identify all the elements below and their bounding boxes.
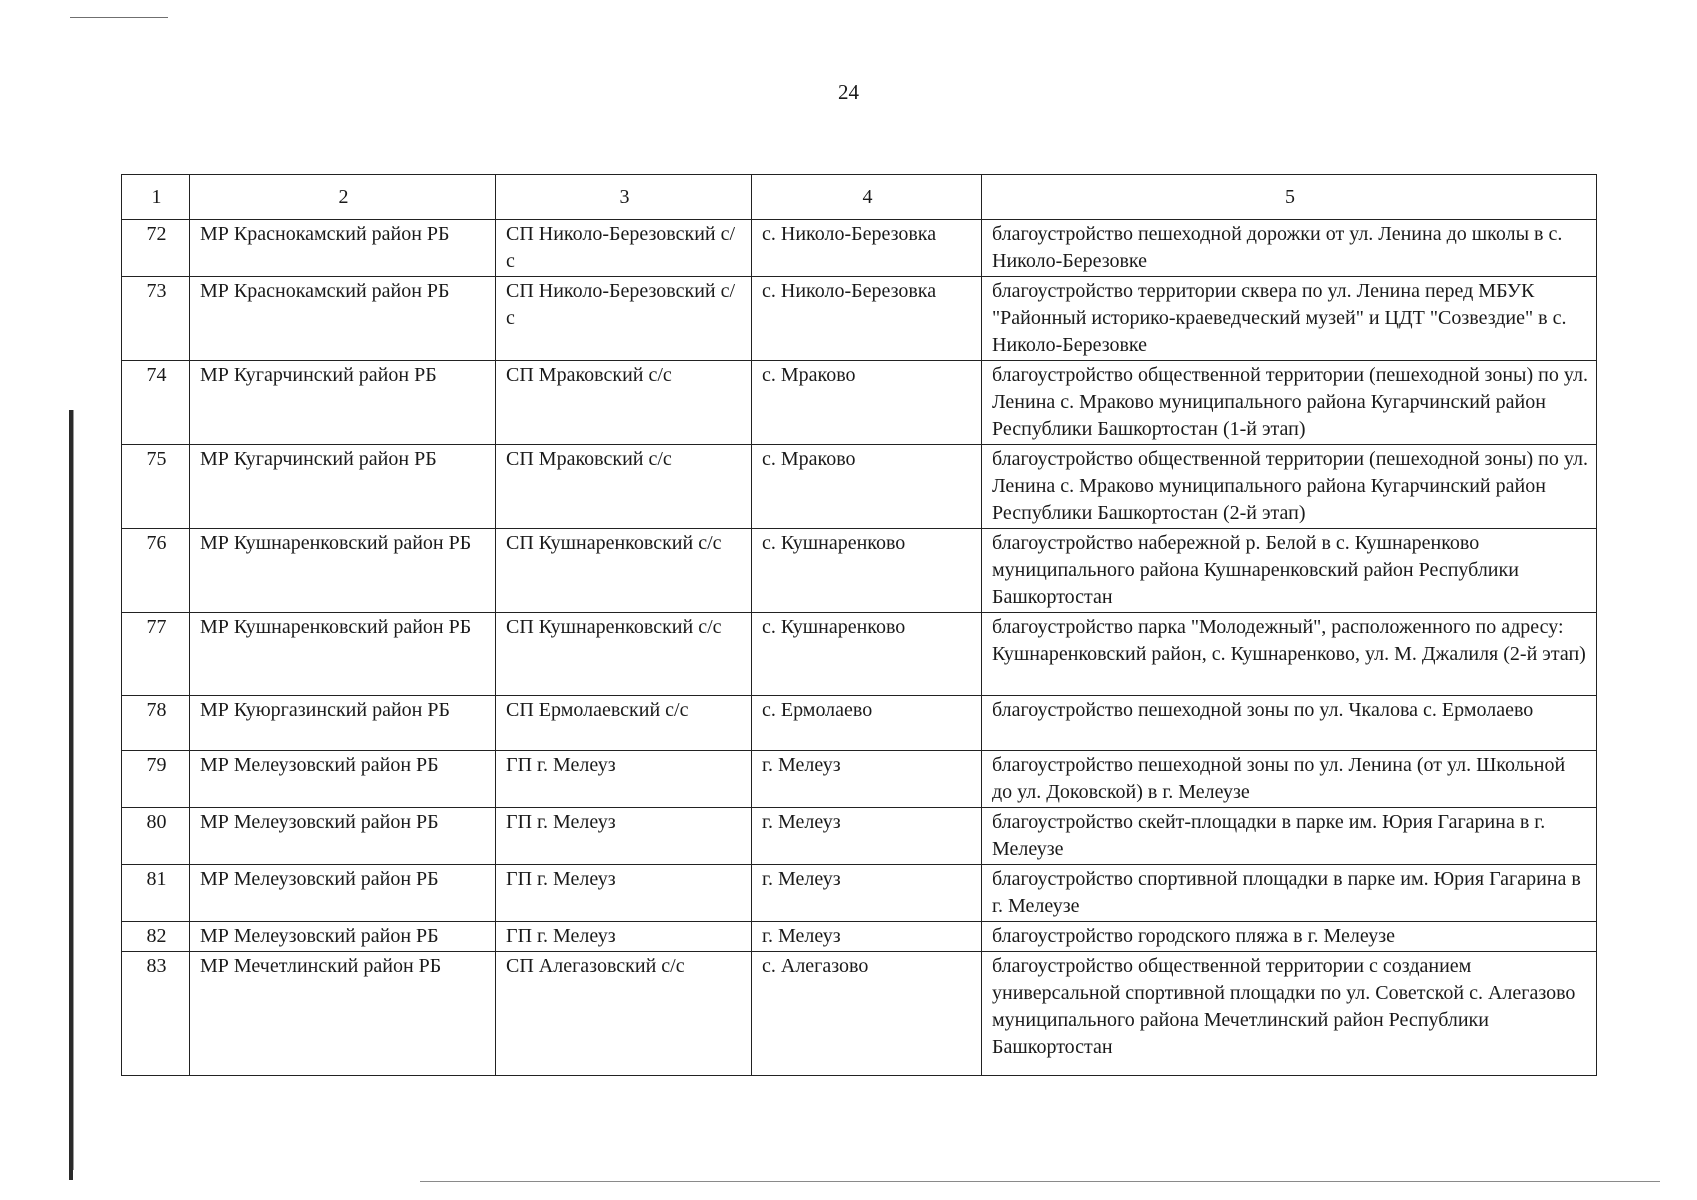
settlement-cell: ГП г. Мелеуз — [496, 751, 752, 808]
district-cell: МР Кугарчинский район РБ — [190, 361, 496, 445]
settlement-cell: СП Кушнаренковский с/с — [496, 613, 752, 696]
description-cell: благоустройство пешеходной зоны по ул. Чкалова с. Ермолаево — [982, 696, 1597, 751]
district-cell: МР Краснокамский район РБ — [190, 220, 496, 277]
district-cell: МР Кушнаренковский район РБ — [190, 529, 496, 613]
column-header: 4 — [752, 175, 982, 220]
scan-artifact-line — [70, 17, 168, 18]
description-cell: благоустройство общественной территории (пешеходной зоны) по ул. Ленина с. Мраково муниципального района Кугарчинский район Республики Башкортостан (1-й этап) — [982, 361, 1597, 445]
settlement-cell: ГП г. Мелеуз — [496, 922, 752, 952]
row-number: 79 — [122, 751, 190, 808]
table-row — [122, 808, 1597, 865]
row-number: 81 — [122, 865, 190, 922]
district-cell: МР Куюргазинский район РБ — [190, 696, 496, 751]
column-header: 2 — [190, 175, 496, 220]
row-number: 80 — [122, 808, 190, 865]
locality-cell: с. Николо-Березовка — [752, 220, 982, 277]
table-row — [122, 865, 1597, 922]
description-cell: благоустройство территории сквера по ул. Ленина перед МБУК "Районный историко-краеведческий музей" и ЦДТ "Созвездие" в с. Николо-Березовке — [982, 277, 1597, 361]
locality-cell: с. Николо-Березовка — [752, 277, 982, 361]
row-number: 72 — [122, 220, 190, 277]
district-cell: МР Мелеузовский район РБ — [190, 922, 496, 952]
description-cell: благоустройство общественной территории с созданием универсальной спортивной площадки по ул. Советской с. Алегазово муниципального района Мечетлинский район Республики Башкортостан — [982, 952, 1597, 1076]
table-row — [122, 220, 1597, 277]
district-cell: МР Краснокамский район РБ — [190, 277, 496, 361]
settlement-cell: СП Алегазовский с/с — [496, 952, 752, 1076]
district-cell: МР Кугарчинский район РБ — [190, 445, 496, 529]
locality-cell: с. Алегазово — [752, 952, 982, 1076]
row-number: 73 — [122, 277, 190, 361]
locality-cell: г. Мелеуз — [752, 808, 982, 865]
table-row — [122, 751, 1597, 808]
table-row — [122, 277, 1597, 361]
description-cell: благоустройство скейт-площадки в парке им. Юрия Гагарина в г. Мелеузе — [982, 808, 1597, 865]
page-number: 24 — [838, 80, 859, 104]
column-header: 5 — [982, 175, 1597, 220]
district-cell: МР Мелеузовский район РБ — [190, 808, 496, 865]
description-cell: благоустройство пешеходной дорожки от ул. Ленина до школы в с. Николо-Березовке — [982, 220, 1597, 277]
row-number: 82 — [122, 922, 190, 952]
table-row — [122, 529, 1597, 613]
table-row — [122, 361, 1597, 445]
row-number: 74 — [122, 361, 190, 445]
district-cell: МР Мечетлинский район РБ — [190, 952, 496, 1076]
district-cell: МР Мелеузовский район РБ — [190, 865, 496, 922]
locality-cell: г. Мелеуз — [752, 922, 982, 952]
district-cell: МР Кушнаренковский район РБ — [190, 613, 496, 696]
settlement-cell: СП Николо-Березовский с/с — [496, 277, 752, 361]
scan-artifact-edge — [73, 410, 74, 1170]
settlement-cell: СП Николо-Березовский с/с — [496, 220, 752, 277]
column-header: 3 — [496, 175, 752, 220]
locality-cell: г. Мелеуз — [752, 751, 982, 808]
table-row — [122, 922, 1597, 952]
settlement-cell: ГП г. Мелеуз — [496, 808, 752, 865]
locality-cell: с. Кушнаренково — [752, 529, 982, 613]
description-cell: благоустройство спортивной площадки в парке им. Юрия Гагарина в г. Мелеузе — [982, 865, 1597, 922]
description-cell: благоустройство пешеходной зоны по ул. Ленина (от ул. Школьной до ул. Доковской) в г. Мелеузе — [982, 751, 1597, 808]
settlement-cell: СП Ермолаевский с/с — [496, 696, 752, 751]
table-row — [122, 952, 1597, 1076]
description-cell: благоустройство общественной территории (пешеходной зоны) по ул. Ленина с. Мраково муниципального района Кугарчинский район Республики Башкортостан (2-й этап) — [982, 445, 1597, 529]
column-header: 1 — [122, 175, 190, 220]
district-cell: МР Мелеузовский район РБ — [190, 751, 496, 808]
description-cell: благоустройство городского пляжа в г. Мелеузе — [982, 922, 1597, 952]
table-row — [122, 445, 1597, 529]
row-number: 77 — [122, 613, 190, 696]
locality-cell: г. Мелеуз — [752, 865, 982, 922]
settlement-cell: ГП г. Мелеуз — [496, 865, 752, 922]
locality-cell: с. Мраково — [752, 445, 982, 529]
locality-cell: с. Кушнаренково — [752, 613, 982, 696]
table-row — [122, 696, 1597, 751]
settlement-cell: СП Кушнаренковский с/с — [496, 529, 752, 613]
row-number: 83 — [122, 952, 190, 1076]
row-number: 76 — [122, 529, 190, 613]
settlement-cell: СП Мраковский с/с — [496, 445, 752, 529]
row-number: 78 — [122, 696, 190, 751]
table-row — [122, 613, 1597, 696]
locality-cell: с. Мраково — [752, 361, 982, 445]
scan-artifact-line — [420, 1181, 1660, 1182]
table-header-row — [122, 175, 1597, 220]
row-number: 75 — [122, 445, 190, 529]
settlement-cell: СП Мраковский с/с — [496, 361, 752, 445]
description-cell: благоустройство набережной р. Белой в с. Кушнаренково муниципального района Кушнаренковский район Республики Башкортостан — [982, 529, 1597, 613]
locality-cell: с. Ермолаево — [752, 696, 982, 751]
description-cell: благоустройство парка "Молодежный", расположенного по адресу: Кушнаренковский район, с. Кушнаренково, ул. М. Джалиля (2-й этап) — [982, 613, 1597, 696]
data-table — [121, 174, 1597, 1076]
